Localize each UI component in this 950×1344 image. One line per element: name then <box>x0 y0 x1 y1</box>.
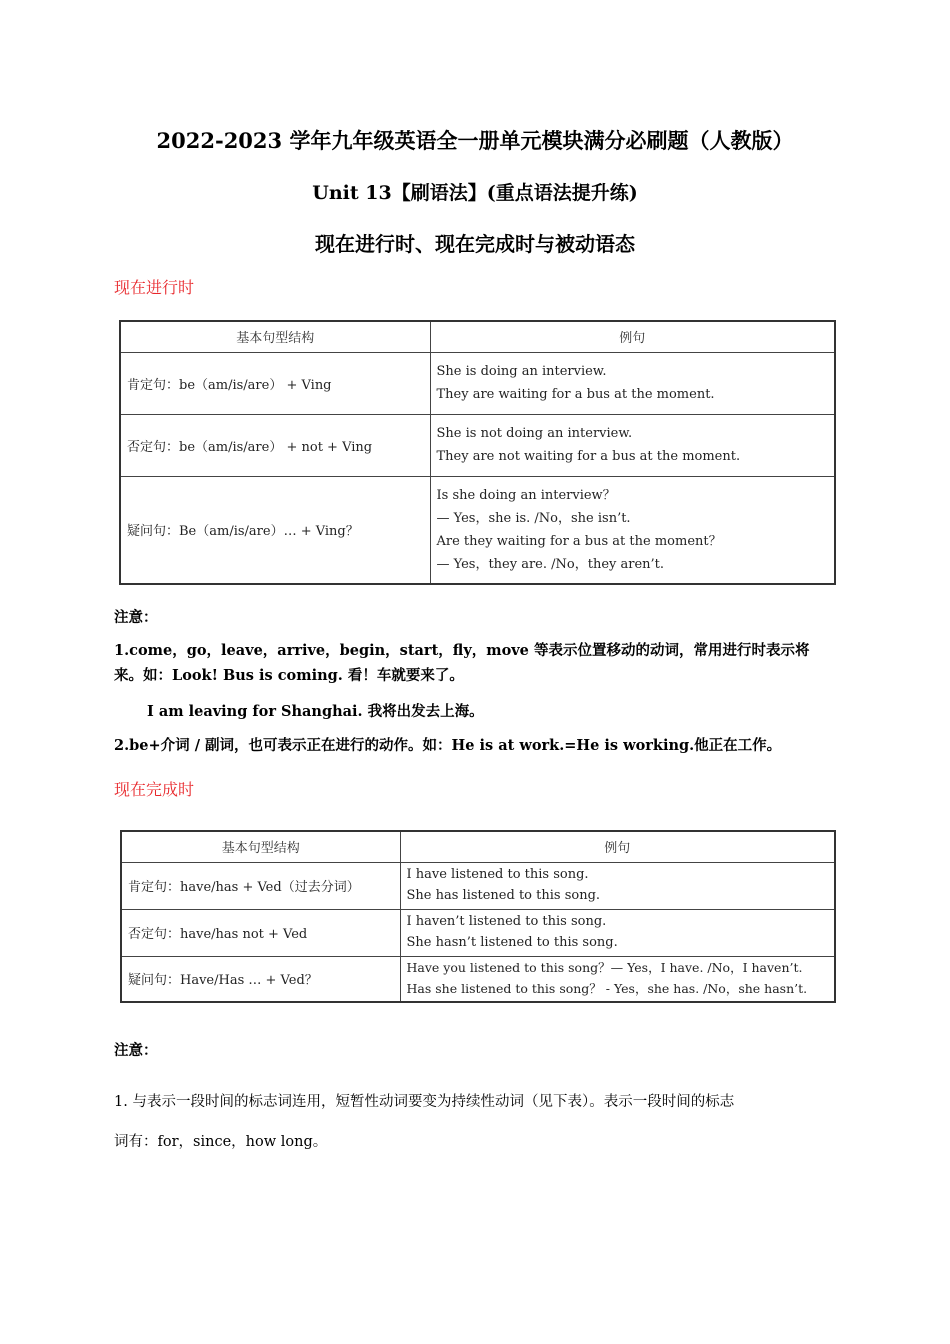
column-header-structure: 基本句型结构 <box>120 321 430 352</box>
example-sentence: She has listened to this song. <box>406 887 601 903</box>
table-row <box>120 476 835 584</box>
example-cell <box>400 956 835 1002</box>
structure-cell: 疑问句：Be（am/is/are）… + Ving？ <box>120 476 430 584</box>
table-row <box>121 862 835 909</box>
example-sentence: She hasn’t listened to this song. <box>406 934 618 950</box>
example-sentence: Has she listened to this song？ - Yes，she has. /No，she hasn’t. <box>406 980 808 996</box>
example-cell <box>430 414 835 476</box>
document-subtitle: Unit 13【刷语法】(重点语法提升练) <box>312 182 638 204</box>
note-line: 1. 与表示一段时间的标志词连用，短暂性动词要变为持续性动词（见下表）。表示一段时间的标志 <box>114 1094 735 1110</box>
column-header-structure: 基本句型结构 <box>121 831 400 862</box>
note-label: 注意： <box>114 609 158 626</box>
column-header-example: 例句 <box>430 321 835 352</box>
example-sentence: — Yes，they are. /No，they aren’t. <box>436 556 665 572</box>
structure-cell: 否定句：be（am/is/are） + not + Ving <box>120 414 430 476</box>
present-perfect-table <box>120 830 836 1003</box>
example-cell <box>430 476 835 584</box>
example-sentence: She is not doing an interview. <box>436 426 633 441</box>
table-header-row <box>121 831 835 862</box>
example-cell <box>400 909 835 956</box>
example-sentence: Have you listened to this song？— Yes，I have. /No，I haven’t. <box>406 960 803 976</box>
table-header-row <box>120 321 835 352</box>
note-line: 来。如：Look! Bus is coming. 看！车就要来了。 <box>114 667 464 684</box>
structure-cell: 疑问句：Have/Has … + Ved？ <box>121 956 400 1002</box>
example-sentence: They are waiting for a bus at the moment. <box>436 387 715 402</box>
note-label: 注意： <box>114 1042 158 1059</box>
example-sentence: They are not waiting for a bus at the moment. <box>436 449 741 464</box>
document-topic: 现在进行时、现在完成时与被动语态 <box>315 232 635 256</box>
example-sentence: I haven’t listened to this song. <box>406 914 607 929</box>
note-line: 词有：for，since，how long。 <box>114 1134 328 1150</box>
structure-cell: 肯定句：be（am/is/are） + Ving <box>120 352 430 414</box>
table-row <box>121 909 835 956</box>
structure-cell: 肯定句：have/has + Ved（过去分词） <box>121 862 400 909</box>
section-heading-present-continuous: 现在进行时 <box>114 278 195 297</box>
note-example-line: I am leaving for Shanghai. 我将出发去上海。 <box>147 703 484 720</box>
structure-cell: 否定句：have/has not + Ved <box>121 909 400 956</box>
table-row <box>120 414 835 476</box>
example-cell <box>400 862 835 909</box>
example-sentence: Is she doing an interview？ <box>436 487 616 503</box>
example-cell <box>430 352 835 414</box>
example-sentence: Are they waiting for a bus at the moment？ <box>436 533 722 549</box>
note-paragraph <box>114 1082 840 1162</box>
example-sentence: — Yes，she is. /No，she isn’t. <box>436 510 631 526</box>
note-paragraph: 2.be+介词 / 副词，也可表示正在进行的动作。如：He is at work.=He is working.他正在工作。 <box>114 737 782 754</box>
present-continuous-table <box>119 320 836 585</box>
example-sentence: I have listened to this song. <box>406 867 589 882</box>
document-title: 2022-2023 学年九年级英语全一册单元模块满分必刷题（人教版） <box>156 128 794 153</box>
note-paragraph <box>114 638 840 688</box>
column-header-example: 例句 <box>400 831 835 862</box>
table-row <box>120 352 835 414</box>
table-row <box>121 956 835 1002</box>
note-line: 1.come，go，leave，arrive，begin，start，fly，move 等表示位置移动的动词，常用进行时表示将 <box>114 642 810 659</box>
section-heading-present-perfect: 现在完成时 <box>114 780 195 799</box>
example-sentence: She is doing an interview. <box>436 364 607 379</box>
